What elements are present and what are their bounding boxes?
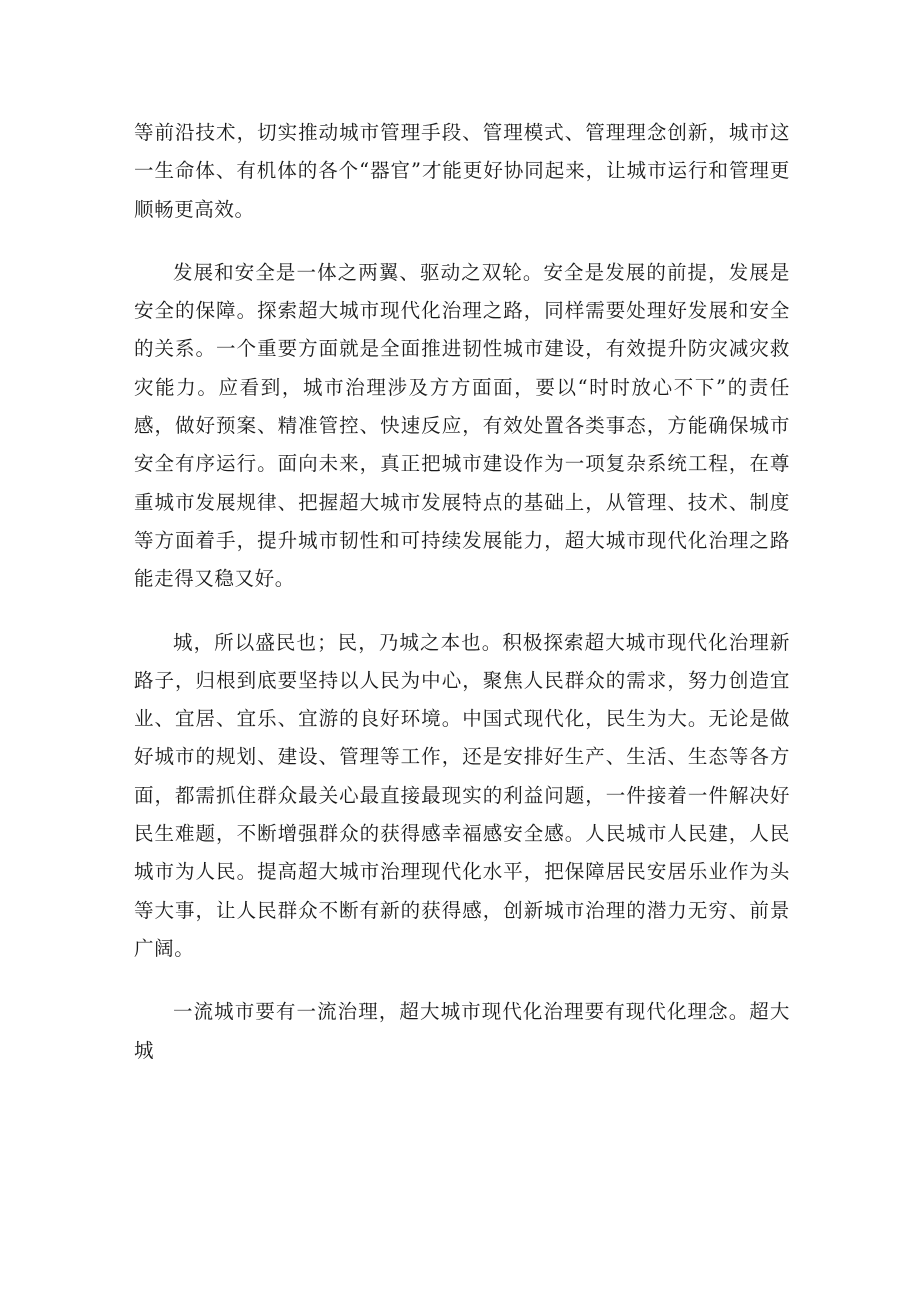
- paragraph-first-class-governance: 一流城市要有一流治理，超大城市现代化治理要有现代化理念。超大城: [134, 1000, 790, 1062]
- paragraph-people-centered-city: 城，所以盛民也；民，乃城之本也。积极探索超大城市现代化治理新路子，归根到底要坚持以人民为中心，聚焦人民群众的需求，努力创造宜业、宜居、宜乐、宜游的良好环境。中国式现代化，民生为大。无论是做好城市的规划、建设、管理等工作，还是安排好生产、生活、生态等各方面，都需抓住群众最关心最直接最现实的利益问题，一件接着一件解决好民生难题，不断增强群众的获得感幸福感安全感。人民城市人民建，人民城市为人民。提高超大城市治理现代化水平，把保障居民安居乐业作为头等大事，让人民群众不断有新的获得感，创新城市治理的潜力无穷、前景广阔。: [134, 630, 790, 960]
- document-body: [134, 114, 790, 1095]
- paragraph-development-and-security: 发展和安全是一体之两翼、驱动之双轮。安全是发展的前提，发展是安全的保障。探索超大城市现代化治理之路，同样需要处理好发展和安全的关系。一个重要方面就是全面推进韧性城市建设，有效提升防灾减灾救灾能力。应看到，城市治理涉及方方面面，要以“时时放心不下”的责任感，做好预案、精准管控、快速反应，有效处置各类事态，方能确保城市安全有序运行。面向未来，真正把城市建设作为一项复杂系统工程，在尊重城市发展规律、把握超大城市发展特点的基础上，从管理、技术、制度等方面着手，提升城市韧性和可持续发展能力，超大城市现代化治理之路能走得又稳又好。: [134, 260, 790, 591]
- paragraph-continued: 等前沿技术，切实推动城市管理手段、管理模式、管理理念创新，城市这一生命体、有机体的各个“器官”才能更好协同起来，让城市运行和管理更顺畅更高效。: [134, 121, 790, 221]
